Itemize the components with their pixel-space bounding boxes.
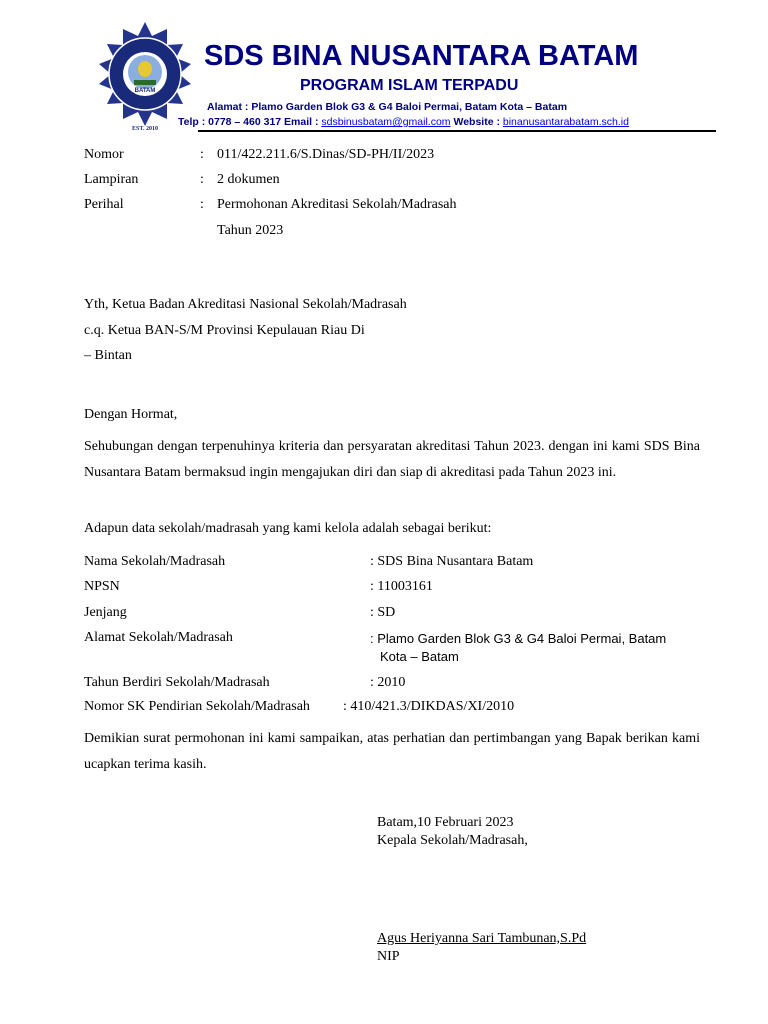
- field-perihal-continuation: Tahun 2023: [217, 223, 284, 238]
- letterhead-address: Alamat : Plamo Garden Blok G3 & G4 Baloi Permai, Batam Kota – Batam: [207, 101, 568, 113]
- data-label-jenjang: Jenjang: [84, 605, 127, 620]
- data-value-alamat: : Plamo Garden Blok G3 & G4 Baloi Permai, Batam: [370, 631, 667, 646]
- field-lampiran-value: 2 dokumen: [217, 172, 280, 187]
- data-label-sk: Nomor SK Pendirian Sekolah/Madrasah: [84, 699, 310, 714]
- data-label-alamat: Alamat Sekolah/Madrasah: [84, 630, 233, 645]
- recipient-line-1: Yth, Ketua Badan Akreditasi Nasional Sekolah/Madrasah: [84, 297, 407, 312]
- recipient-line-3: – Bintan: [84, 348, 132, 363]
- signature-position: Kepala Sekolah/Madrasah,: [377, 833, 528, 848]
- email-label: Email :: [284, 116, 319, 128]
- logo-center-text: BATAM: [134, 88, 156, 94]
- data-value-sk: : 410/421.3/DIKDAS/XI/2010: [343, 699, 515, 714]
- signature-name: Agus Heriyanna Sari Tambunan,S.Pd: [377, 931, 587, 946]
- field-perihal-label: Perihal: [84, 197, 124, 212]
- data-intro: Adapun data sekolah/madrasah yang kami kelola adalah sebagai berikut:: [84, 521, 492, 536]
- letterhead-divider: [198, 130, 716, 132]
- salutation: Dengan Hormat,: [84, 407, 178, 422]
- phone-text: Telp : 0778 – 460 317: [178, 116, 282, 128]
- data-value-alamat-cont: Kota – Batam: [380, 649, 459, 664]
- field-perihal-value: Permohonan Akreditasi Sekolah/Madrasah: [217, 197, 457, 212]
- field-nomor-sep: :: [200, 147, 204, 162]
- letterhead-contact: [178, 116, 629, 128]
- school-name-heading: SDS BINA NUSANTARA BATAM: [204, 40, 639, 72]
- data-label-nama: Nama Sekolah/Madrasah: [84, 554, 226, 569]
- data-value-nama: : SDS Bina Nusantara Batam: [370, 554, 534, 569]
- field-lampiran-label: Lampiran: [84, 172, 139, 187]
- website-label: Website :: [453, 116, 500, 128]
- signature-nip: NIP: [377, 949, 400, 964]
- paragraph-intro: Sehubungan dengan terpenuhinya kriteria dan persyaratan akreditasi Tahun 2023. dengan ini kami SDS Bina Nusantara Batam bermaksud ingin mengajukan diri dan siap di akreditasi pada Tahun 2023 ini.: [84, 439, 700, 480]
- field-perihal-sep: :: [200, 197, 204, 212]
- recipient-line-2: c.q. Ketua BAN-S/M Provinsi Kepulauan Riau Di: [84, 323, 365, 338]
- data-label-npsn: NPSN: [84, 579, 120, 594]
- data-value-tahun: : 2010: [370, 675, 406, 690]
- field-nomor-label: Nomor: [84, 147, 124, 162]
- field-nomor-value: 011/422.211.6/S.Dinas/SD-PH/II/2023: [217, 147, 435, 162]
- signature-place-date: Batam,10 Februari 2023: [377, 815, 514, 830]
- data-value-jenjang: : SD: [370, 605, 396, 620]
- data-value-npsn: : 11003161: [370, 579, 433, 594]
- paragraph-closing: Demikian surat permohonan ini kami sampaikan, atas perhatian dan pertimbangan yang Bapak berikan kami ucapkan terima kasih.: [84, 731, 700, 772]
- logo-est-text: EST. 2010: [132, 126, 158, 132]
- field-lampiran-sep: :: [200, 172, 204, 187]
- data-label-tahun: Tahun Berdiri Sekolah/Madrasah: [84, 675, 270, 690]
- website-link[interactable]: binanusantarabatam.sch.id: [502, 116, 629, 128]
- email-link[interactable]: sdsbinusbatam@gmail.com: [321, 116, 451, 128]
- program-subheading: PROGRAM ISLAM TERPADU: [300, 77, 519, 94]
